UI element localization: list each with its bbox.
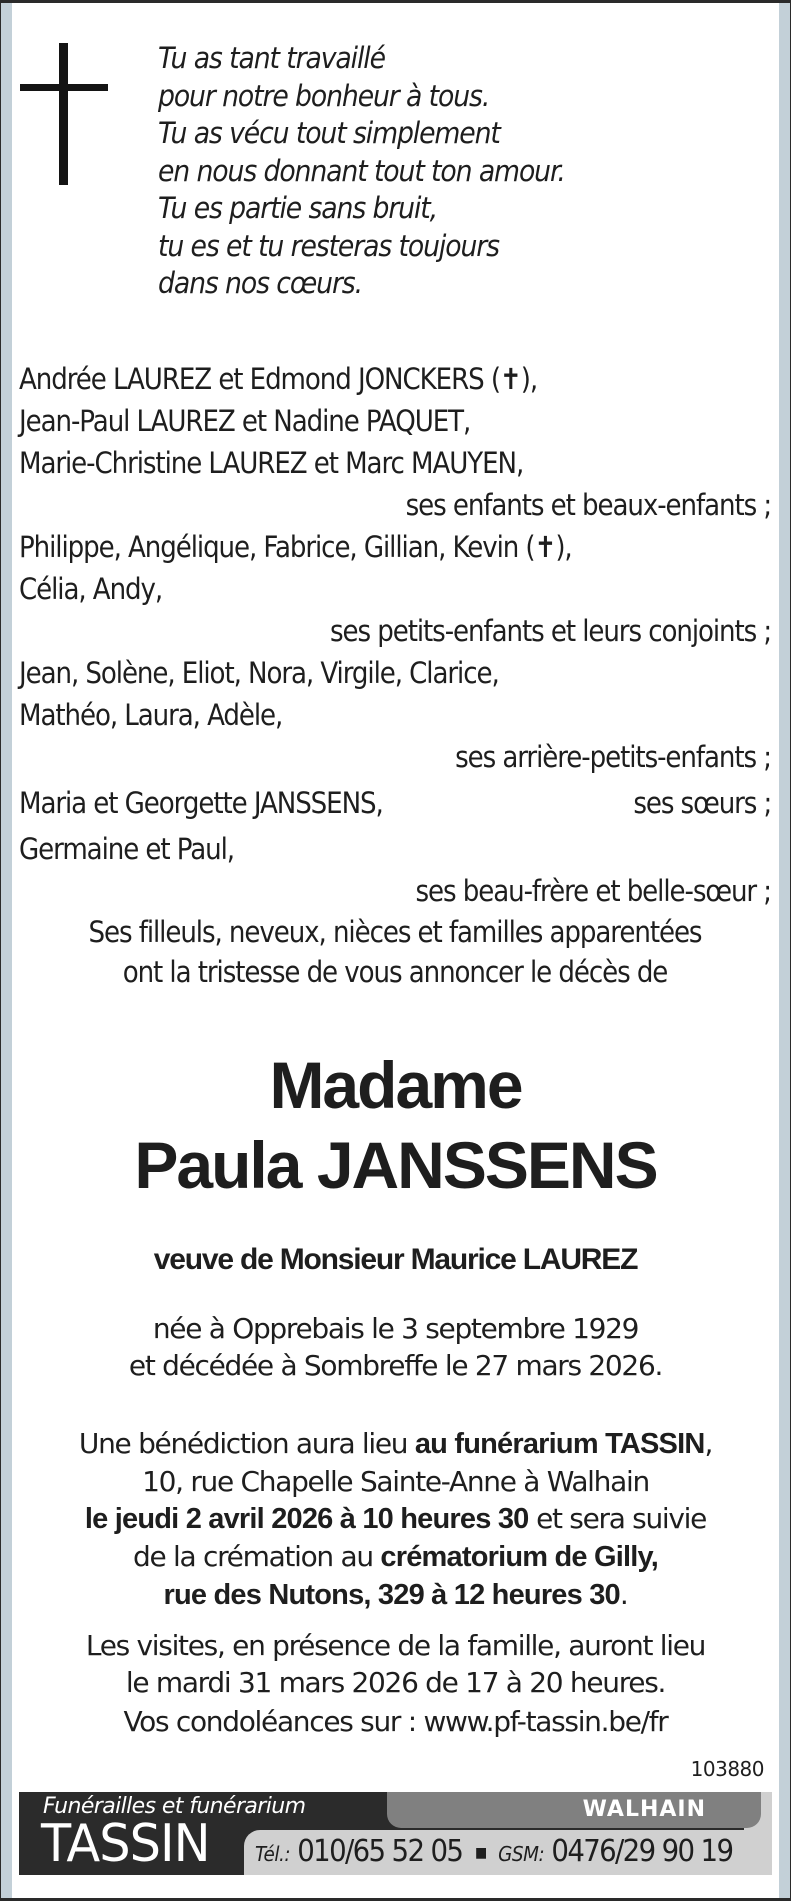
family-line: Philippe, Angélique, Fabrice, Gillian, Kevin (✝), <box>19 530 572 564</box>
separator-icon: ■ <box>474 1844 486 1861</box>
poem-line: en nous donnant tout ton amour. <box>158 153 565 188</box>
gsm-label: GSM: <box>498 1842 545 1866</box>
cross-vertical <box>59 43 68 185</box>
visits-info <box>0 1627 791 1701</box>
gsm-number[interactable]: 0476/29 90 19 <box>551 1834 733 1869</box>
cross-horizontal <box>20 84 108 91</box>
family-line: Maria et Georgette JANSSENS, <box>19 786 383 820</box>
poem <box>158 40 565 303</box>
poem-line: Tu es partie sans bruit, <box>158 191 438 225</box>
visits-line-1: Les visites, en présence de la famille, auront lieu <box>85 1629 706 1662</box>
death-line: et décédée à Sombreffe le 27 mars 2026. <box>128 1349 663 1382</box>
banner-phones <box>255 1834 732 1869</box>
condolences-info <box>0 1703 791 1740</box>
poem-line: dans nos cœurs. <box>158 266 362 300</box>
ceremony-line-5: rue des Nutons, 329 à 12 heures 30. <box>163 1578 628 1611</box>
family-list <box>19 358 771 992</box>
family-relation: ses petits-enfants et leurs conjoints ; <box>329 614 771 648</box>
poem-line: Tu as vécu tout simplement <box>158 116 500 150</box>
ceremony-info <box>0 1425 791 1614</box>
family-line: Jean, Solène, Eliot, Nora, Virgile, Clarice, <box>19 656 499 690</box>
widow-of: veuve de Monsieur Maurice LAUREZ <box>153 1243 638 1276</box>
birth-line: née à Opprebais le 3 septembre 1929 <box>152 1312 639 1345</box>
banner-tagline: Funérailles et funérarium <box>43 1794 306 1819</box>
family-line: Andrée LAUREZ et Edmond JONCKERS (✝), <box>19 362 538 396</box>
family-line: Marie-Christine LAUREZ et Marc MAUYEN, <box>19 446 524 480</box>
top-border <box>0 0 791 3</box>
tel-label: Tél.: <box>255 1842 291 1866</box>
crematorium-address: rue des Nutons, 329 à 12 heures 30 <box>163 1579 620 1611</box>
deceased-title: Madame <box>269 1048 522 1122</box>
left-border <box>1 1 12 1899</box>
banner-city: WALHAIN <box>582 1797 706 1822</box>
crematorium-name: crématorium de Gilly, <box>380 1541 658 1573</box>
announcement-line: ont la tristesse de vous annoncer le décès de <box>122 955 668 989</box>
poem-line: Tu as tant travaillé <box>158 41 385 75</box>
family-line: Jean-Paul LAUREZ et Nadine PAQUET, <box>19 404 471 438</box>
ceremony-line-3: le jeudi 2 avril 2026 à 10 heures 30 et sera suivie <box>84 1502 707 1535</box>
family-line: Ses filleuls, neveux, nièces et familles apparentées <box>88 915 702 949</box>
tel-number[interactable]: 010/65 52 05 <box>297 1834 463 1869</box>
right-border <box>779 1 790 1899</box>
birth-death-info <box>0 1310 791 1384</box>
reference-number: 103880 <box>690 1757 764 1781</box>
family-relation: ses sœurs ; <box>633 786 771 820</box>
family-relation: ses beau-frère et belle-sœur ; <box>415 874 771 908</box>
family-line: Célia, Andy, <box>19 572 163 606</box>
ceremony-line-1: Une bénédiction aura lieu au funérarium TASSIN, <box>78 1427 713 1460</box>
deceased-name: Paula JANSSENS <box>134 1128 657 1202</box>
funeral-home-banner <box>19 1792 772 1875</box>
ceremony-date: le jeudi 2 avril 2026 à 10 heures 30 <box>84 1503 529 1535</box>
condolences-link[interactable]: Vos condoléances sur : www.pf-tassin.be/fr <box>123 1705 668 1738</box>
cross-icon <box>20 43 110 185</box>
family-relation: ses arrière-petits-enfants ; <box>455 740 771 774</box>
family-line: Germaine et Paul, <box>19 832 235 866</box>
poem-line: tu es et tu resteras toujours <box>158 228 499 263</box>
funerarium-name: au funérarium TASSIN <box>414 1428 705 1460</box>
family-relation: ses enfants et beaux-enfants ; <box>405 488 771 522</box>
poem-line: pour notre bonheur à tous. <box>158 78 490 113</box>
family-line: Mathéo, Laura, Adèle, <box>19 698 283 732</box>
ceremony-line-4: de la crémation au crématorium de Gilly, <box>133 1540 658 1573</box>
banner-brand: TASSIN <box>41 1814 210 1874</box>
ceremony-line-2: 10, rue Chapelle Sainte-Anne à Walhain <box>142 1465 649 1498</box>
visits-line-2: le mardi 31 mars 2026 de 17 à 20 heures. <box>125 1666 666 1699</box>
